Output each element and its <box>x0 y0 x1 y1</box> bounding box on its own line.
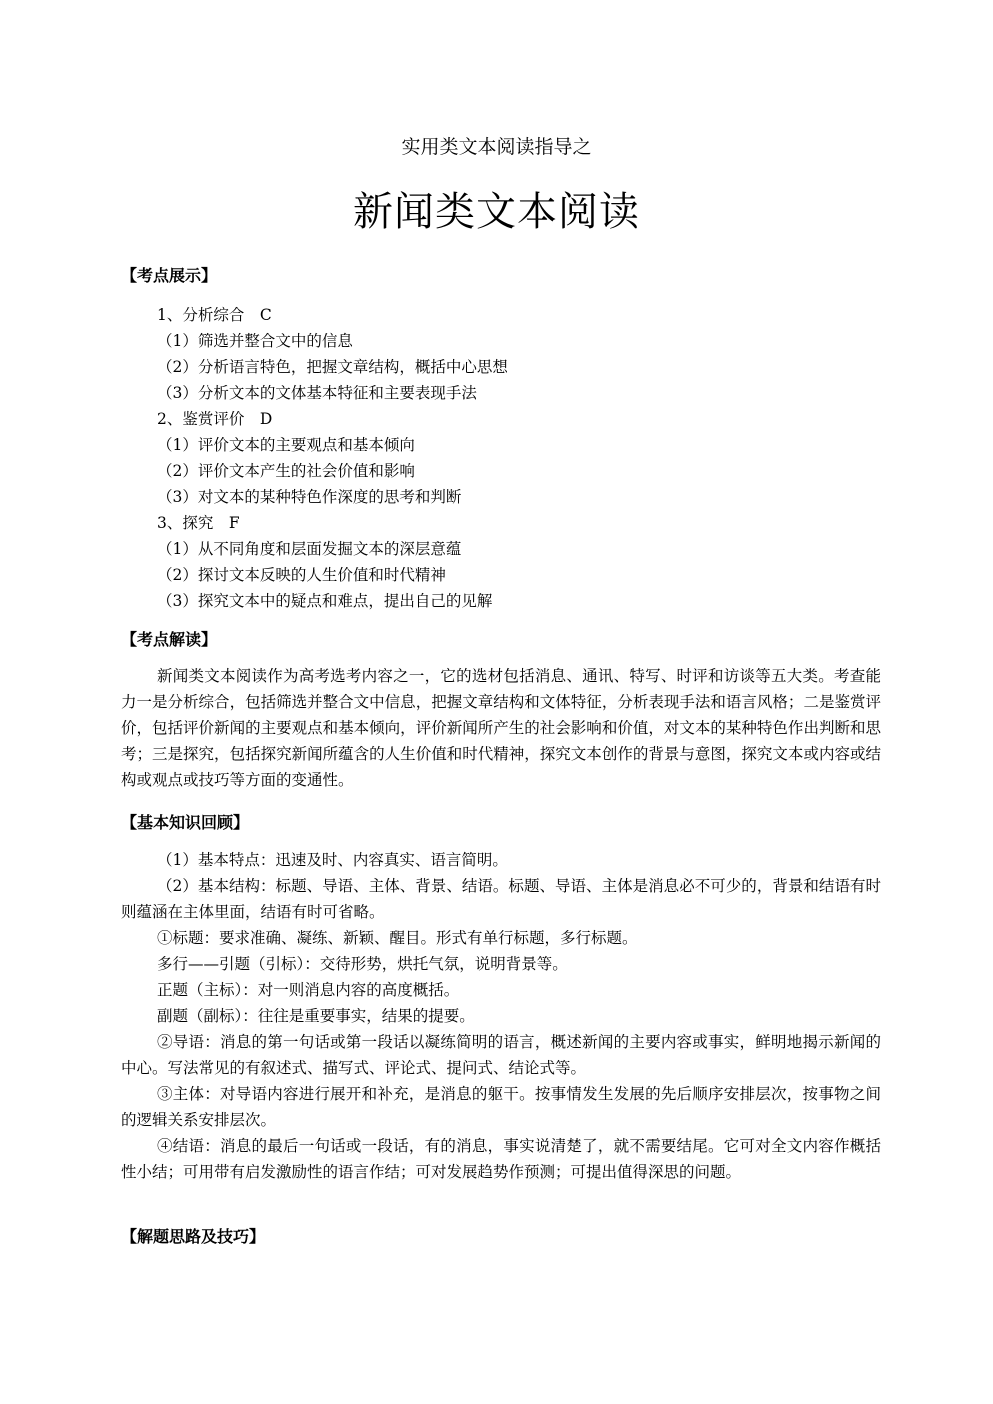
paragraph: 新闻类文本阅读作为高考选考内容之一，它的选材包括消息、通讯、特写、时评和访谈等五大类。考查能力一是分析综合，包括筛选并整合文中信息，把握文章结构和文体特征，分析表现手法和语言风格；二是鉴赏评价，包括评价新闻的主要观点和基本倾向，评价新闻所产生的社会影响和价值，对文本的某种特色作出判断和思考；三是探究，包括探究新闻所蕴含的人生价值和时代精神，探究文本创作的背景与意图，探究文本或内容或结构或观点或技巧等方面的变通性。 <box>121 667 881 789</box>
paragraph: ②导语：消息的第一句话或第一段话以凝练简明的语言，概述新闻的主要内容或事实，鲜明地揭示新闻的中心。写法常见的有叙述式、描写式、评论式、提问式、结论式等。 <box>121 1033 881 1077</box>
list-item: （2）评价文本产生的社会价值和影响 <box>157 462 415 480</box>
list-item: （1）评价文本的主要观点和基本倾向 <box>157 436 415 454</box>
list-item: （1）从不同角度和层面发掘文本的深层意蕴 <box>157 540 462 558</box>
section-heading-basic-knowledge: 【基本知识回顾】 <box>121 813 250 832</box>
document-title: 新闻类文本阅读 <box>353 189 640 235</box>
paragraph: 正题（主标）：对一则消息内容的高度概括。 <box>157 981 460 999</box>
section-heading-solving-tips: 【解题思路及技巧】 <box>121 1227 266 1246</box>
paragraph: （2）基本结构：标题、导语、主体、背景、结语。标题、导语、主体是消息必不可少的，背景和结语有时则蕴涵在主体里面，结语有时可省略。 <box>121 877 881 921</box>
list-item: 2、鉴赏评价 D <box>157 410 273 428</box>
list-item: （3）探究文本中的疑点和难点，提出自己的见解 <box>157 592 493 610</box>
list-item: （2）分析语言特色，把握文章结构，概括中心思想 <box>157 358 508 376</box>
paragraph: 多行——引题（引标）：交待形势，烘托气氛，说明背景等。 <box>157 955 568 973</box>
section-heading-exam-points: 【考点展示】 <box>121 266 218 285</box>
paragraph: 副题（副标）：往往是重要事实，结果的提要。 <box>157 1007 475 1025</box>
paragraph: （1）基本特点：迅速及时、内容真实、语言简明。 <box>157 851 508 869</box>
list-item: 3、探究 F <box>157 514 240 532</box>
list-item: （2）探讨文本反映的人生价值和时代精神 <box>157 566 446 584</box>
list-item: （1）筛选并整合文中的信息 <box>157 332 353 350</box>
list-item: （3）对文本的某种特色作深度的思考和判断 <box>157 488 462 506</box>
paragraph: ③主体：对导语内容进行展开和补充，是消息的躯干。按事情发生发展的先后顺序安排层次，按事物之间的逻辑关系安排层次。 <box>121 1085 881 1129</box>
list-item: 1、分析综合 C <box>157 306 272 324</box>
document-subtitle: 实用类文本阅读指导之 <box>401 136 592 158</box>
paragraph: ④结语：消息的最后一句话或一段话，有的消息，事实说清楚了，就不需要结尾。它可对全文内容作概括性小结；可用带有启发激励性的语言作结；可对发展趋势作预测；可提出值得深思的问题。 <box>121 1137 881 1181</box>
paragraph: ①标题：要求准确、凝练、新颖、醒目。形式有单行标题，多行标题。 <box>157 929 638 947</box>
list-item: （3）分析文本的文体基本特征和主要表现手法 <box>157 384 477 402</box>
section-heading-exam-interpretation: 【考点解读】 <box>121 630 218 649</box>
